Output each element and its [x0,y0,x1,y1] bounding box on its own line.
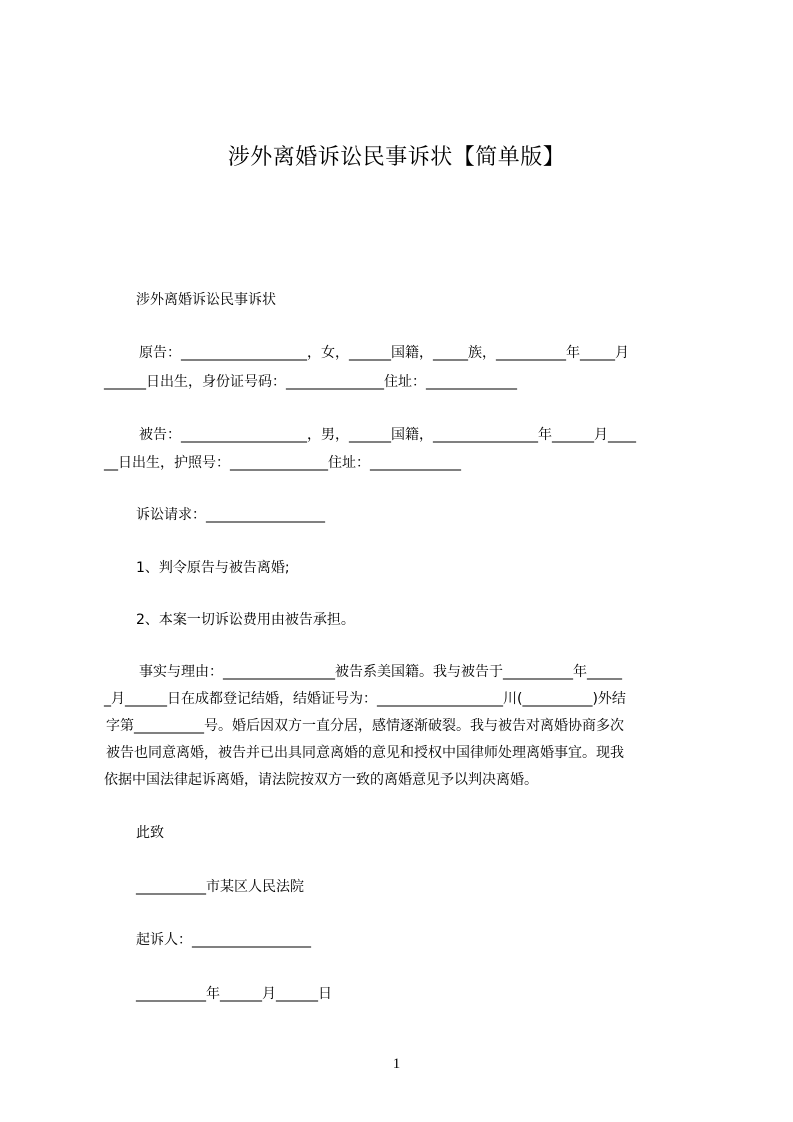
claims-heading: 诉讼请求：_________________ [136,507,325,523]
facts-line-4: 被告也同意离婚，被告并已出具同意离婚的意见和授权中国律师处理离婚事宜。现我 [106,745,624,761]
court-name: __________市某区人民法院 [136,879,304,895]
signer-line: 起诉人：_________________ [136,932,311,948]
facts-line-2: _月______日在成都登记结婚，结婚证号为：__________________川(__________)外结 [104,691,626,707]
salutation: 此致 [136,825,164,841]
defendant-line-2: __日出生，护照号：______________住址：_____________ [104,455,461,471]
subtitle: 涉外离婚诉讼民事诉状 [136,292,276,308]
document-title: 涉外离婚诉讼民事诉状【简单版】 [227,145,566,170]
facts-line-1: 事实与理由：________________被告系美国籍。我与被告于__________年_____ [139,664,622,680]
defendant-line-1: 被告：__________________，男，______国籍，_______________年______月____ [139,427,636,443]
facts-line-5: 依据中国法律起诉离婚，请法院按双方一致的离婚意见予以判决离婚。 [104,772,538,788]
page-number: 1 [392,1056,401,1072]
claim-item-1: 1、判令原告与被告离婚; [136,560,290,576]
date-line: __________年______月______日 [136,986,332,1002]
plaintiff-line-2: ______日出生，身份证号码：______________住址：_____________ [104,374,517,390]
facts-line-3: 字第__________号。婚后因双方一直分居，感情逐渐破裂。我与被告对离婚协商多次 [106,718,624,734]
plaintiff-line-1: 原告：__________________，女，______国籍，_____族，__________年_____月 [139,345,629,361]
claim-item-2: 2、本案一切诉讼费用由被告承担。 [136,612,355,628]
